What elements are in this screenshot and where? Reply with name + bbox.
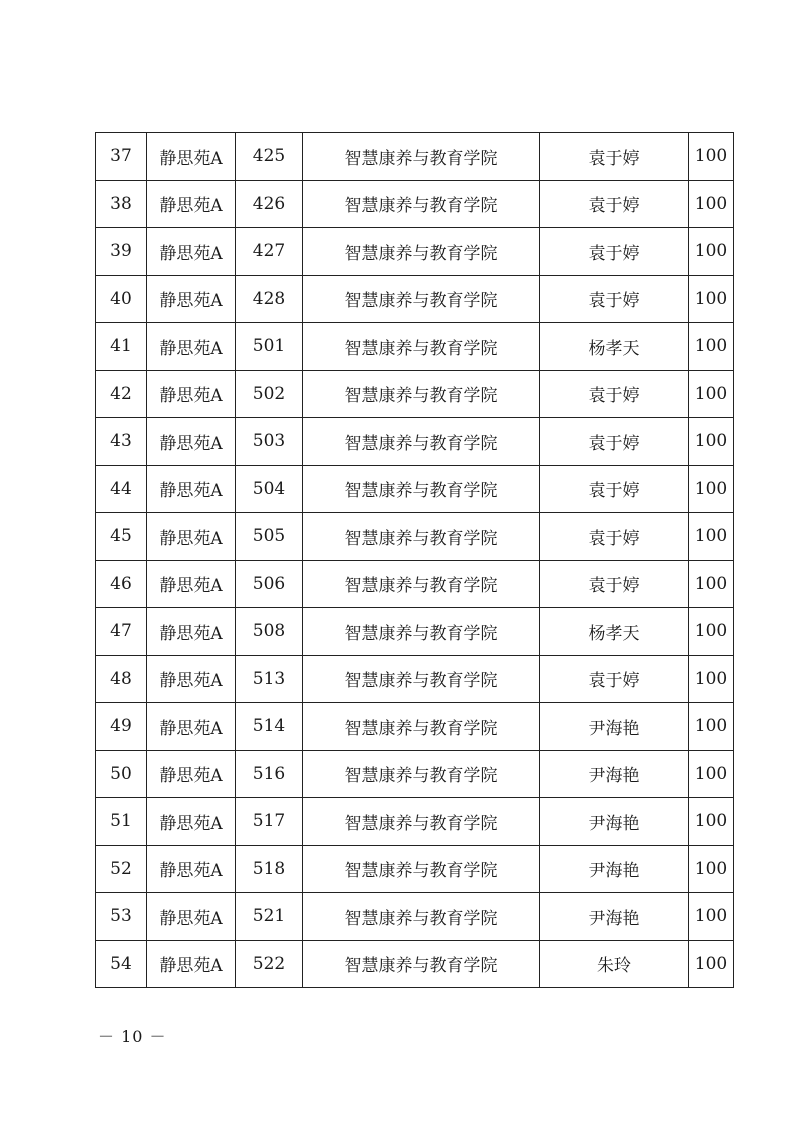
room-number-cell: 502	[236, 370, 303, 418]
person-cell: 尹海艳	[540, 845, 689, 893]
person-cell: 袁于婷	[540, 275, 689, 323]
college-cell: 智慧康养与教育学院	[303, 133, 540, 181]
building-cell: 静思苑A	[147, 180, 236, 228]
table-row	[96, 275, 734, 323]
room-number-cell: 428	[236, 275, 303, 323]
table-row	[96, 655, 734, 703]
row-number-cell: 42	[96, 370, 147, 418]
row-number-cell: 51	[96, 798, 147, 846]
score-cell: 100	[689, 798, 734, 846]
room-number-cell: 427	[236, 228, 303, 276]
person-cell: 袁于婷	[540, 180, 689, 228]
room-number-cell: 514	[236, 703, 303, 751]
building-cell: 静思苑A	[147, 418, 236, 466]
table-row	[96, 133, 734, 181]
college-cell: 智慧康养与教育学院	[303, 655, 540, 703]
row-number-cell: 40	[96, 275, 147, 323]
building-cell: 静思苑A	[147, 845, 236, 893]
person-cell: 尹海艳	[540, 893, 689, 941]
person-cell: 杨孝天	[540, 323, 689, 371]
table-row	[96, 798, 734, 846]
room-number-cell: 516	[236, 750, 303, 798]
college-cell: 智慧康养与教育学院	[303, 703, 540, 751]
table-row	[96, 513, 734, 561]
row-number-cell: 44	[96, 465, 147, 513]
person-cell: 袁于婷	[540, 133, 689, 181]
college-cell: 智慧康养与教育学院	[303, 940, 540, 988]
person-cell: 袁于婷	[540, 655, 689, 703]
person-cell: 朱玲	[540, 940, 689, 988]
room-number-cell: 425	[236, 133, 303, 181]
college-cell: 智慧康养与教育学院	[303, 275, 540, 323]
row-number-cell: 38	[96, 180, 147, 228]
room-number-cell: 426	[236, 180, 303, 228]
room-number-cell: 506	[236, 560, 303, 608]
building-cell: 静思苑A	[147, 133, 236, 181]
building-cell: 静思苑A	[147, 798, 236, 846]
person-cell: 袁于婷	[540, 465, 689, 513]
row-number-cell: 47	[96, 608, 147, 656]
score-cell: 100	[689, 893, 734, 941]
row-number-cell: 41	[96, 323, 147, 371]
row-number-cell: 52	[96, 845, 147, 893]
college-cell: 智慧康养与教育学院	[303, 370, 540, 418]
table-row	[96, 940, 734, 988]
building-cell: 静思苑A	[147, 228, 236, 276]
person-cell: 袁于婷	[540, 560, 689, 608]
table-row	[96, 845, 734, 893]
college-cell: 智慧康养与教育学院	[303, 513, 540, 561]
score-cell: 100	[689, 560, 734, 608]
building-cell: 静思苑A	[147, 513, 236, 561]
room-number-cell: 522	[236, 940, 303, 988]
table-row	[96, 370, 734, 418]
table-row	[96, 180, 734, 228]
building-cell: 静思苑A	[147, 940, 236, 988]
person-cell: 袁于婷	[540, 513, 689, 561]
row-number-cell: 39	[96, 228, 147, 276]
room-number-cell: 517	[236, 798, 303, 846]
college-cell: 智慧康养与教育学院	[303, 180, 540, 228]
room-number-cell: 508	[236, 608, 303, 656]
building-cell: 静思苑A	[147, 703, 236, 751]
table-row	[96, 465, 734, 513]
score-cell: 100	[689, 418, 734, 466]
person-cell: 尹海艳	[540, 798, 689, 846]
score-cell: 100	[689, 228, 734, 276]
college-cell: 智慧康养与教育学院	[303, 750, 540, 798]
score-cell: 100	[689, 608, 734, 656]
building-cell: 静思苑A	[147, 323, 236, 371]
room-number-cell: 505	[236, 513, 303, 561]
building-cell: 静思苑A	[147, 465, 236, 513]
room-number-cell: 501	[236, 323, 303, 371]
room-number-cell: 521	[236, 893, 303, 941]
college-cell: 智慧康养与教育学院	[303, 323, 540, 371]
building-cell: 静思苑A	[147, 655, 236, 703]
score-cell: 100	[689, 370, 734, 418]
college-cell: 智慧康养与教育学院	[303, 608, 540, 656]
page-number: － 10 －	[98, 1027, 167, 1046]
score-cell: 100	[689, 275, 734, 323]
row-number-cell: 49	[96, 703, 147, 751]
row-number-cell: 54	[96, 940, 147, 988]
row-number-cell: 46	[96, 560, 147, 608]
score-cell: 100	[689, 845, 734, 893]
row-number-cell: 45	[96, 513, 147, 561]
score-cell: 100	[689, 133, 734, 181]
building-cell: 静思苑A	[147, 560, 236, 608]
table-row	[96, 323, 734, 371]
score-cell: 100	[689, 513, 734, 561]
score-cell: 100	[689, 940, 734, 988]
building-cell: 静思苑A	[147, 750, 236, 798]
score-cell: 100	[689, 180, 734, 228]
score-cell: 100	[689, 655, 734, 703]
person-cell: 杨孝天	[540, 608, 689, 656]
row-number-cell: 37	[96, 133, 147, 181]
building-cell: 静思苑A	[147, 608, 236, 656]
room-number-cell: 504	[236, 465, 303, 513]
row-number-cell: 48	[96, 655, 147, 703]
row-number-cell: 43	[96, 418, 147, 466]
college-cell: 智慧康养与教育学院	[303, 418, 540, 466]
score-cell: 100	[689, 323, 734, 371]
building-cell: 静思苑A	[147, 275, 236, 323]
room-number-cell: 518	[236, 845, 303, 893]
table-row	[96, 703, 734, 751]
table-row	[96, 560, 734, 608]
room-number-cell: 503	[236, 418, 303, 466]
table-row	[96, 750, 734, 798]
score-cell: 100	[689, 465, 734, 513]
college-cell: 智慧康养与教育学院	[303, 465, 540, 513]
person-cell: 尹海艳	[540, 750, 689, 798]
college-cell: 智慧康养与教育学院	[303, 845, 540, 893]
table-body	[96, 133, 734, 988]
person-cell: 袁于婷	[540, 228, 689, 276]
score-cell: 100	[689, 750, 734, 798]
college-cell: 智慧康养与教育学院	[303, 798, 540, 846]
dormitory-score-table	[95, 132, 734, 988]
table-row	[96, 418, 734, 466]
college-cell: 智慧康养与教育学院	[303, 893, 540, 941]
table-row	[96, 608, 734, 656]
college-cell: 智慧康养与教育学院	[303, 228, 540, 276]
table-row	[96, 228, 734, 276]
row-number-cell: 50	[96, 750, 147, 798]
college-cell: 智慧康养与教育学院	[303, 560, 540, 608]
person-cell: 袁于婷	[540, 370, 689, 418]
row-number-cell: 53	[96, 893, 147, 941]
person-cell: 尹海艳	[540, 703, 689, 751]
person-cell: 袁于婷	[540, 418, 689, 466]
room-number-cell: 513	[236, 655, 303, 703]
building-cell: 静思苑A	[147, 370, 236, 418]
table-row	[96, 893, 734, 941]
building-cell: 静思苑A	[147, 893, 236, 941]
score-cell: 100	[689, 703, 734, 751]
